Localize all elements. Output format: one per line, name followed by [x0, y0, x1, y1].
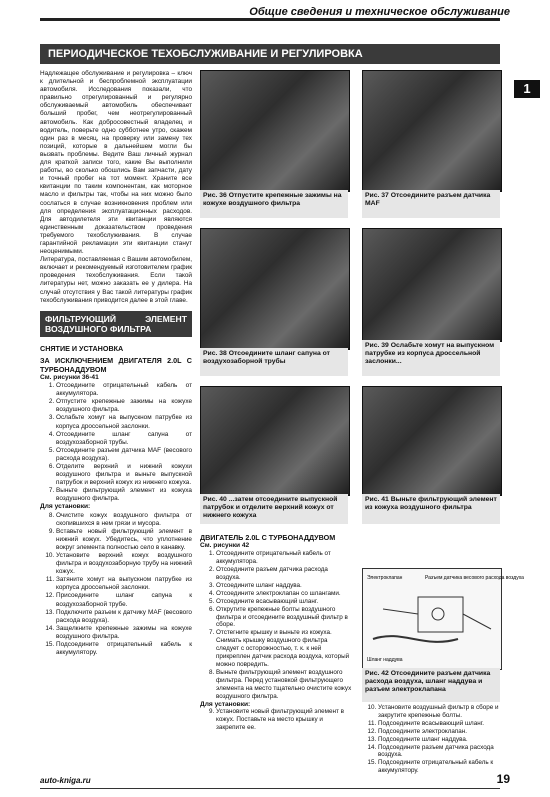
- figure-reference: См. рисунки 42: [200, 542, 250, 550]
- page-number: 19: [496, 772, 510, 786]
- photo-fig41: [362, 386, 502, 496]
- page-banner: ПЕРИОДИЧЕСКОЕ ТЕХОБСЛУЖИВАНИЕ И РЕГУЛИРОВКА: [40, 44, 500, 64]
- caption-fig42: Рис. 42 Отсоедините разъем датчика расхода воздуха, шланг наддува и разъем электроклапана: [362, 668, 500, 702]
- photo-fig37: [362, 70, 502, 192]
- list-item: 6. Открутите крепежные болты воздушного фильтра и отсоедините воздушный фильтр в сборе.: [216, 606, 352, 630]
- photo-fig39: [362, 228, 502, 342]
- list-item: 9. Вставьте новый фильтрующий элемент в нижний кожух. Убедитесь, что уплотнение вокруг элемента полностью село в канавку.: [56, 528, 192, 552]
- intro-paragraph: Надлежащее обслуживание и регулировка – ключ к длительной и беспроблемной эксплуатации автомобиля. Исследования показали, что правильно отрегулированный и регулярно обслуживаемый автомобиль обеспечивает больший пробег, чем неотрегулированный автомобиль. Как добросовестный владелец и водитель, поверьте одно субботнее утро, скажем один раз в месяц, на проверку или замену тех позиций, которые в дальнейшем могли бы вызвать проблемы. Ведите Ваш личный журнал для краткой записи того, какие Вы выполнили работы, во сколько обошлись Вам запчасти, дату и точный пробег на тот момент. Храните все квитанции по таким компонентам, как моторное масло и фильтры так, чтобы на них можно было сослаться в случае возникновения проблем или для определения эксплуатационных расходов. Для автодилетеля эти квитанции являются единственным доказательством проведения требуемого техобслуживания. В случае гарантийной рекламации эти квитанции станут неоценимыми.: [40, 70, 192, 256]
- install-heading: Для установки:: [200, 700, 251, 708]
- footer-rule: [40, 788, 500, 789]
- caption-fig36: Рис. 36 Отпустите крепежные зажимы на кожухе воздушного фильтра: [200, 190, 348, 218]
- list-item: 10. Установите верхний кожух воздушного фильтра и воздухозаборную трубу на нижний кожух.: [56, 552, 192, 576]
- list-item: 15. Подсоедините отрицательный кабель к аккумулятору.: [56, 641, 192, 657]
- list-item: 14. Защелкните крепежные зажимы на кожухе воздушного фильтра.: [56, 625, 192, 641]
- list-item: 10. Установите воздушный фильтр в сборе и закрутите крепежные болты.: [378, 704, 500, 720]
- diagram-label: Электроклапан: [367, 575, 403, 581]
- list-item: 8. Выньте фильтрующий элемент воздушного фильтра. Перед установкой фильтрующего элемента на место тщательно очистите кожух воздушного фильтра.: [216, 669, 352, 701]
- turbo-steps: [200, 550, 352, 700]
- list-item: 4. Отсоедините электроклапан со шлангами.: [216, 590, 352, 598]
- list-item: 1. Отсоедините отрицательный кабель от аккумулятора.: [216, 550, 352, 566]
- diagram-fig42: [362, 568, 524, 670]
- figure-reference: См. рисунки 36-41: [40, 373, 99, 381]
- list-item: 14. Подсоедините разъем датчика расхода воздуха.: [378, 744, 500, 760]
- list-item: 1. Отсоедините отрицательный кабель от аккумулятора.: [56, 382, 192, 398]
- photo-fig38: [200, 228, 350, 350]
- removal-steps: [40, 382, 192, 503]
- list-item: 12. Подсоедините электроклапан.: [378, 728, 500, 736]
- list-item: 13. Подсоедините шланг наддува.: [378, 736, 500, 744]
- footer-site: auto-kniga.ru: [40, 776, 91, 785]
- photo-fig36: [200, 70, 350, 192]
- diagram-label: Шланг наддува: [367, 657, 403, 663]
- install-heading: Для установки:: [40, 503, 91, 511]
- section-heading: ФИЛЬТРУЮЩИЙ ЭЛЕМЕНТ ВОЗДУШНОГО ФИЛЬТРА: [40, 311, 192, 337]
- turbo-install-steps: [200, 708, 352, 732]
- caption-fig39: Рис. 39 Ослабьте хомут на выпускном патрубке из корпуса дроссельной заслонки...: [362, 340, 500, 376]
- caption-fig41: Рис. 41 Выньте фильтрующий элемент из кожуха воздушного фильтра: [362, 494, 500, 524]
- list-item: 6. Отделите верхний и нижний кожухи воздушного фильтра и выньте выпускной патрубок и верхний кожух из нижнего кожуха.: [56, 463, 192, 487]
- turbo-install-steps-cont: [362, 704, 500, 775]
- list-item: 7. Отстегните крышку и выньте из кожуха. Снимать крышку воздушного фильтра следует с осторожностью, т. к. к ней прикреплен датчик расхода воздуха, который можно повредить.: [216, 629, 352, 669]
- list-item: 9. Установите новый фильтрующий элемент в кожух. Поставьте на место крышку и закрепите ее.: [216, 708, 352, 732]
- list-item: 13. Подключите разъем к датчику MAF (весового расхода воздуха).: [56, 609, 192, 625]
- list-item: 7. Выньте фильтрующий элемент из кожуха воздушного фильтра.: [56, 487, 192, 503]
- left-column: [40, 70, 192, 657]
- list-item: 3. Отсоедините шланг наддува.: [216, 582, 352, 590]
- list-item: 5. Отсоедините всасывающий шланг.: [216, 598, 352, 606]
- diagram-label: Разъем датчика весового расхода воздуха: [425, 575, 524, 581]
- list-item: 3. Ослабьте хомут на выпускном патрубке из корпуса дроссельной заслонки.: [56, 414, 192, 430]
- engine-diagram: [363, 569, 524, 669]
- list-item: 8. Очистите кожух воздушного фильтра от скопившихся в нем грязи и мусора.: [56, 512, 192, 528]
- caption-fig40: Рис. 40 ...затем отсоедините выпускной патрубок и отделите верхний кожух от нижнего кожуха: [200, 494, 348, 524]
- turbo-section: [200, 530, 352, 732]
- list-item: 4. Отсоедините шланг сапуна от воздухозаборной трубы.: [56, 431, 192, 447]
- caption-fig37: Рис. 37 Отсоедините разъем датчика MAF: [362, 190, 500, 218]
- list-item: 2. Отсоедините разъем датчика расхода воздуха.: [216, 566, 352, 582]
- list-item: 15. Подсоедините отрицательный кабель к аккумулятору.: [378, 759, 500, 775]
- list-item: 2. Отпустите крепежные зажимы на кожухе воздушного фильтра.: [56, 398, 192, 414]
- engine-heading: ЗА ИСКЛЮЧЕНИЕМ ДВИГАТЕЛЯ 2.0L С ТУРБОНАДДУВОМ: [40, 356, 192, 374]
- chapter-tab: 1: [514, 80, 540, 98]
- subsection-heading: СНЯТИЕ И УСТАНОВКА: [40, 343, 124, 353]
- turbo-heading: ДВИГАТЕЛЬ 2.0L С ТУРБОНАДДУВОМ: [200, 533, 336, 542]
- list-item: 11. Подсоедините всасывающий шланг.: [378, 720, 500, 728]
- list-item: 11. Затяните хомут на выпускном патрубке из корпуса дроссельной заслонки.: [56, 576, 192, 592]
- list-item: 5. Отсоедините разъем датчика MAF (весового расхода воздуха).: [56, 447, 192, 463]
- install-steps: [40, 512, 192, 658]
- running-header: Общие сведения и техническое обслуживание: [243, 6, 510, 18]
- turbo-install-continued: [362, 704, 500, 775]
- caption-fig38: Рис. 38 Отсоедините шланг сапуна от воздухозаборной трубы: [200, 348, 348, 376]
- photo-fig40: [200, 386, 350, 496]
- list-item: 12. Присоедините шланг сапуна к воздухозаборной трубе.: [56, 592, 192, 608]
- intro-paragraph: Литература, поставляемая с Вашим автомобилем, включает и рекомендуемый изготовителем график проведения техобслуживания. Если такой литературы нет, можно заказать ее у дилера. На случай отсутствия у Вас такой литературы график техобслуживания приводится далее в этой главе.: [40, 256, 192, 304]
- header-rule: [40, 18, 500, 21]
